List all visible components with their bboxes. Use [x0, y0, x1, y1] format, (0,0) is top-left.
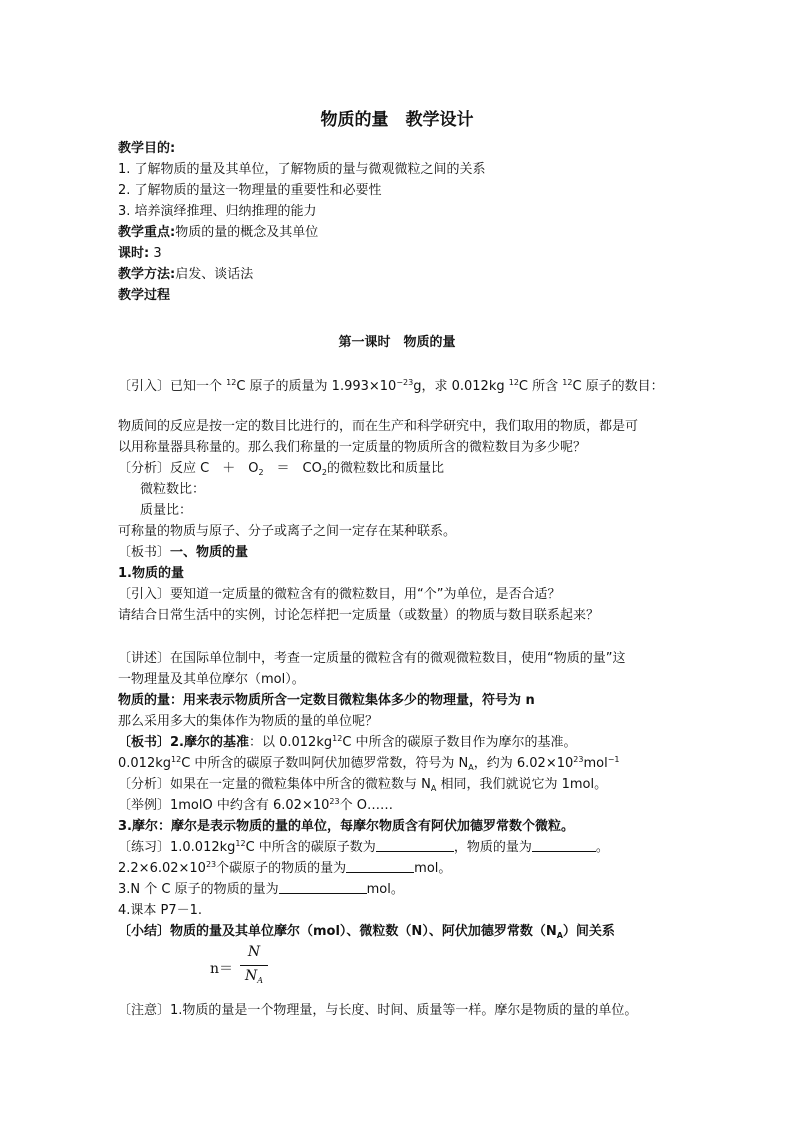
question-text: 那么采用多大的集体作为物质的量的单位呢？: [118, 714, 379, 729]
key-point-text: 物质的量的概念及其单位: [175, 225, 319, 240]
exercise-1-text-4: 。: [595, 840, 609, 855]
particle-ratio: 微粒数比：: [140, 482, 206, 497]
exercise-3-text-1: 3.N 个 C 原子的物质的量为: [118, 882, 279, 897]
intro-text-1: 〔引入〕已知一个: [118, 379, 227, 394]
example: [118, 795, 393, 816]
exercise-2: [118, 858, 451, 879]
analysis-subscript-2: 2: [321, 468, 327, 477]
fraction-bar: [240, 965, 268, 966]
avogadro-text-2: C 中所含的碳原子数叫阿伏加德罗常数，符号为 N: [181, 756, 469, 771]
intro-text-2: C 原子的质量为 1.993×10: [236, 379, 397, 394]
definition-label: 物质的量：: [118, 693, 184, 708]
exercise-2-text-3: mol。: [414, 861, 452, 876]
teaching-method-text: 启发、谈话法: [175, 267, 254, 282]
answer-blank-3[interactable]: [346, 860, 414, 873]
answer-blank-2[interactable]: [532, 839, 596, 852]
analysis-text-2: ＝ CO: [263, 461, 322, 476]
process-heading: 教学过程: [118, 288, 171, 303]
intro-text-4: C 所含: [518, 379, 563, 394]
formula-denominator-subscript: A: [257, 976, 264, 985]
board-2-label: 〔板书〕2.摩尔的基准: [118, 735, 249, 750]
intro-text-3: g，求 0.012kg: [413, 379, 509, 394]
objective-3: 3. 培养演绎推理、归纳推理的能力: [118, 204, 317, 219]
exercise-2-text-2: 个碳原子的物质的量为: [216, 861, 347, 876]
example-exponent: 23: [329, 797, 340, 806]
intro-2: 〔引入〕要知道一定质量的微粒含有的微粒数目，用“个”为单位，是否合适？: [118, 587, 561, 602]
analysis-2: [118, 774, 607, 795]
intro-isotope-1: 12: [226, 378, 237, 387]
avogadro-isotope: 12: [171, 755, 182, 764]
exercise-1-text-3: ，物质的量为: [453, 840, 532, 855]
key-point-label: 教学重点:: [118, 225, 176, 240]
mole-definition: 3.摩尔：摩尔是表示物质的量的单位，每摩尔物质含有阿伏加德罗常数个微粒。: [118, 819, 574, 834]
exercise-1: [118, 837, 609, 858]
board-1-text: 一、物质的量: [170, 545, 249, 560]
avogadro-text-3: ，约为 6.02×10: [473, 756, 574, 771]
lesson-title: 第一课时 物质的量: [338, 335, 456, 350]
formula-lhs: n＝: [210, 961, 234, 977]
intro-isotope-3: 12: [562, 378, 573, 387]
document-title: 物质的量 教学设计: [320, 110, 474, 130]
avogadro-text-1: 0.012kg: [118, 756, 171, 771]
objective-1: 1. 了解物质的量及其单位，了解物质的量与微观微粒之间的关系: [118, 162, 486, 177]
analysis-2-subscript: A: [430, 784, 437, 793]
board-1-label: 〔板书〕: [118, 545, 171, 560]
exercise-2-exponent: 23: [205, 860, 217, 869]
analysis-2-text-2: 相同，我们就说它为 1mol。: [436, 777, 608, 792]
class-hours: [118, 243, 162, 264]
exercise-3-text-2: mol。: [366, 882, 404, 897]
avogadro-subscript: A: [468, 763, 474, 772]
paragraph-1-line-2: 以用称量器具称量的。那么我们称量的一定质量的物质所含的微粒数目为多少呢？: [118, 440, 587, 455]
teaching-method-label: 教学方法:: [118, 267, 176, 282]
answer-blank-1[interactable]: [376, 839, 454, 852]
teaching-method: [118, 264, 253, 285]
discussion-prompt: 请结合日常生活中的实例，讨论怎样把一定质量（或数量）的物质与数目联系起来？: [118, 608, 600, 623]
avogadro-text-4: mol: [583, 756, 608, 771]
summary: [118, 921, 615, 942]
objectives-heading: 教学目的:: [118, 141, 176, 156]
example-text-2: 个 O……: [339, 798, 393, 813]
lecture-line-2: 一物理量及其单位摩尔（mol）。: [118, 672, 305, 687]
avogadro-exponent-2: −1: [607, 755, 620, 764]
exercise-4: 4.课本 P7－1.: [118, 903, 203, 918]
intro-isotope-2: 12: [508, 378, 519, 387]
summary-text-1: 〔小结〕物质的量及其单位摩尔（mol）、微粒数（N）、阿伏加德罗常数（N: [118, 924, 557, 939]
section-1-heading: 1.物质的量: [118, 566, 184, 581]
board-heading-1: [118, 542, 248, 563]
formula-denominator: [240, 968, 268, 984]
formula-denominator-text: N: [244, 968, 258, 984]
analysis-2-text-1: 〔分析〕如果在一定量的微粒集体中所含的微粒数与 N: [118, 777, 431, 792]
board-heading-2: [118, 732, 577, 753]
intro-text-5: C 原子的数目：: [572, 379, 664, 394]
summary-text-2: ）间关系: [562, 924, 615, 939]
avogadro-exponent: 23: [573, 755, 584, 764]
connection-text: 可称量的物质与原子、分子或离子之间一定存在某种联系。: [118, 524, 457, 539]
analysis-text-1: 〔分析〕反应 C ＋ O: [118, 461, 259, 476]
exercise-1-text-1: 〔练习〕1.0.012kg: [118, 840, 236, 855]
definition: [118, 690, 535, 711]
class-hours-label: 课时:: [118, 246, 150, 261]
answer-blank-4[interactable]: [279, 881, 367, 894]
exercise-2-text-1: 2.2×6.02×10: [118, 861, 206, 876]
analysis-reaction: [118, 458, 444, 479]
board-2-isotope: 12: [332, 734, 343, 743]
exercise-1-text-2: C 中所含的碳原子数为: [245, 840, 376, 855]
intro-question: [118, 376, 664, 397]
board-2-text-1: ：以 0.012kg: [248, 735, 333, 750]
exercise-3: [118, 879, 404, 900]
formula-numerator: N: [247, 944, 261, 960]
lecture-line-1: 〔讲述〕在国际单位制中，考查一定质量的微粒含有的微观微粒数目，使用“物质的量”这: [118, 651, 626, 666]
paragraph-1-line-1: 物质间的反应是按一定的数目比进行的，而在生产和科学研究中，我们取用的物质，都是可: [118, 419, 639, 434]
class-hours-text: 3: [149, 246, 162, 261]
exercise-1-isotope: 12: [235, 839, 246, 848]
avogadro-definition: [118, 753, 619, 774]
mass-ratio: 质量比：: [140, 503, 193, 518]
example-text-1: 〔举例〕1molO 中约含有 6.02×10: [118, 798, 330, 813]
analysis-text-3: 的微粒数比和质量比: [326, 461, 444, 476]
summary-subscript: A: [556, 931, 563, 940]
note: 〔注意〕1.物质的量是一个物理量，与长度、时间、质量等一样。摩尔是物质的量的单位。: [118, 1003, 638, 1018]
intro-exponent: −23: [396, 378, 414, 387]
analysis-subscript-1: 2: [258, 468, 264, 477]
objective-2: 2. 了解物质的量这一物理量的重要性和必要性: [118, 183, 382, 198]
key-point: [118, 222, 318, 243]
board-2-text-2: C 中所含的碳原子数目作为摩尔的基准。: [342, 735, 577, 750]
definition-text: 用来表示物质所含一定数目微粒集体多少的物理量，符号为 n: [183, 693, 535, 708]
